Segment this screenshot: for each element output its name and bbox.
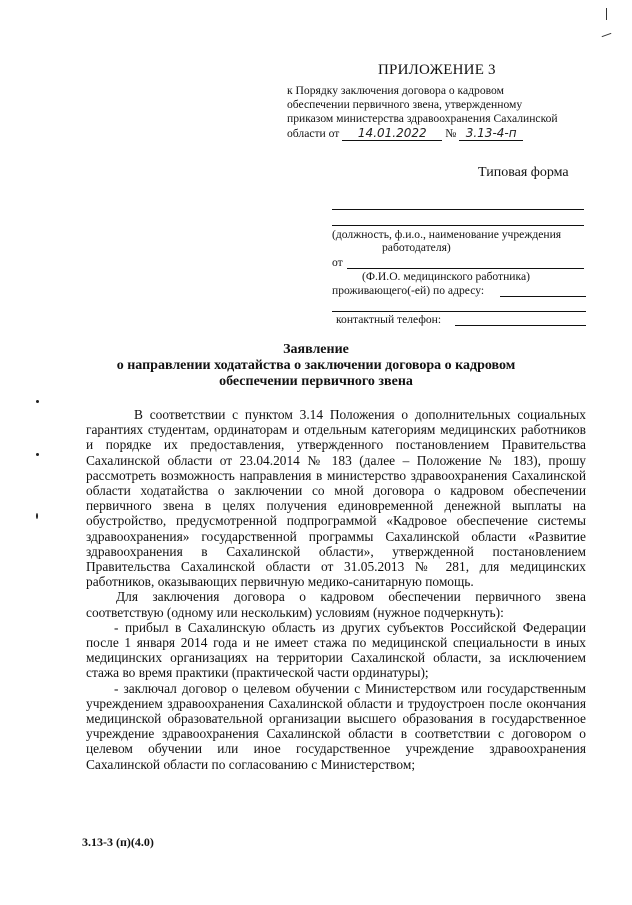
scan-edge-mark-2 bbox=[602, 33, 612, 37]
statement-body bbox=[86, 407, 586, 772]
address-line-1[interactable] bbox=[500, 296, 586, 297]
appendix-line-4 bbox=[287, 126, 592, 141]
scan-edge-mark-1 bbox=[606, 8, 607, 20]
body-paragraph-1: В соответствии с пунктом 3.14 Положения о дополнительных социальных гарантиях студентам, ординаторам и отдельным категориям медицинских работников и порядке их предоставления, утвержденного постановлением Правительства Сахалинской области от 23.04.2014 № 183 (далее – Положение № 183), прошу рассмотреть возможность направления в министерство здравоохранения Сахалинской области ходатайства о заключении со мной договора о кадровом обеспечении первичного звена в целях получения единовременной денежной выплаты на обустройство, предусмотренной подпрограммой «Кадровое обеспечение системы здравоохранения» государственной программы Сахалинской области «Развитие здравоохранения в Сахалинской области», утвержденной постановлением Правительства Сахалинской области от 31.05.2013 № 281, для медицинских работников, оказывающих первичную медико-санитарную помощь. bbox=[86, 407, 586, 590]
employer-caption-line-2: работодателя) bbox=[382, 241, 451, 254]
scan-speck-2 bbox=[36, 453, 39, 456]
appendix-title: ПРИЛОЖЕНИЕ 3 bbox=[378, 62, 496, 78]
appendix-date-prefix: области от bbox=[287, 127, 340, 140]
phone-label: контактный телефон: bbox=[336, 313, 442, 326]
statement-subtitle-line-2: обеспечении первичного звена bbox=[219, 374, 413, 389]
appendix-line-1: к Порядку заключения договора о кадровом bbox=[287, 84, 504, 97]
handwritten-order-number: 3.13-4-п bbox=[459, 126, 523, 141]
address-label: проживающего(-ей) по адресу: bbox=[332, 284, 485, 297]
statement-title: Заявление bbox=[283, 342, 349, 357]
from-label: от bbox=[332, 256, 343, 269]
document-code: 3.13-3 (п)(4.0) bbox=[82, 835, 154, 849]
scan-speck-3 bbox=[36, 513, 38, 519]
statement-subtitle-line-1: о направлении ходатайства о заключении договора о кадровом bbox=[116, 358, 516, 373]
address-line-2[interactable] bbox=[332, 311, 586, 312]
employer-caption-line-1: (должность, ф.и.о., наименование учреждения bbox=[332, 228, 562, 241]
applicant-name-caption: (Ф.И.О. медицинского работника) bbox=[362, 270, 530, 283]
employer-blank-line-1[interactable] bbox=[332, 209, 584, 210]
appendix-line-3: приказом министерства здравоохранения Сахалинской bbox=[287, 112, 558, 125]
appendix-number-prefix: № bbox=[445, 127, 457, 140]
condition-item-2: - заключал договор о целевом обучении с Министерством или государственным учреждением здравоохранения Сахалинской области и трудоустроен после окончания медицинской образовательной организации высшего образования в государственное учреждение здравоохранения Сахалинской области в соответствии с договором о целевом обучении или иное государственное учреждение здравоохранения Сахалинской области по согласованию с Министерством; bbox=[86, 680, 586, 772]
form-type-label: Типовая форма bbox=[478, 165, 569, 180]
body-paragraph-2: Для заключения договора о кадровом обеспечении первичного звена соответствую (одному или нескольким) условиям (нужное подчеркнуть): bbox=[86, 589, 586, 620]
appendix-line-2: обеспечении первичного звена, утвержденному bbox=[287, 98, 523, 111]
phone-line[interactable] bbox=[455, 325, 586, 326]
condition-item-1: - прибыл в Сахалинскую область из других субъектов Российской Федерации после 1 января 2014 года и не имеет стажа по медицинской специальности в иных медицинских организациях на территории Сахалинской области, за исключением стажа во время практики (практической части ординатуры); bbox=[86, 619, 586, 681]
scan-speck-1 bbox=[36, 400, 39, 403]
appendix-reference bbox=[287, 84, 592, 141]
handwritten-date: 14.01.2022 bbox=[342, 126, 442, 141]
applicant-name-line[interactable] bbox=[347, 268, 584, 269]
employer-blank-line-2[interactable] bbox=[332, 225, 584, 226]
